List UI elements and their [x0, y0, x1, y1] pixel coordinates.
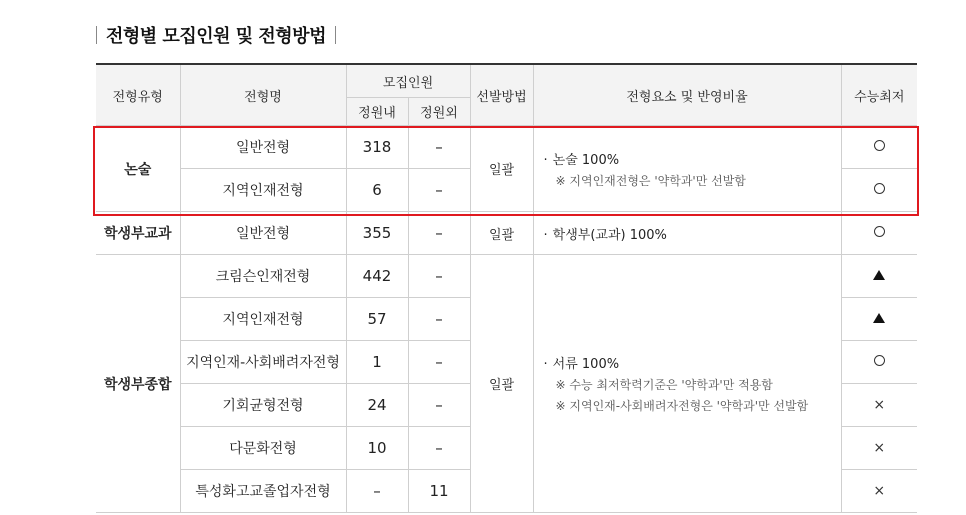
- title-right-bar: [335, 26, 336, 44]
- cell-quota-out: –: [408, 384, 470, 427]
- elements-main-text: 논술 100%: [552, 152, 620, 168]
- header-method: 선발방법: [470, 64, 533, 126]
- elements-main-text: 서류 100%: [552, 357, 620, 372]
- cell-quota-in: 442: [346, 255, 408, 298]
- cell-quota-in: 355: [346, 212, 408, 255]
- circle-icon: [874, 183, 885, 194]
- section-title-wrap: [96, 20, 336, 50]
- title-left-bar: [96, 26, 97, 44]
- cell-elements: [533, 255, 841, 513]
- elements-main-text: 학생부(교과) 100%: [552, 227, 667, 243]
- bullet-dot: ·: [543, 227, 548, 243]
- cell-csat: [841, 126, 917, 169]
- cell-name: 지역인재-사회배려자전형: [180, 341, 346, 384]
- admission-table: [96, 63, 917, 513]
- cell-name: 크림슨인재전형: [180, 255, 346, 298]
- cell-type: 학생부교과: [96, 212, 180, 255]
- header-name: 전형명: [180, 64, 346, 126]
- cell-quota-in: –: [346, 470, 408, 513]
- cell-method: 일괄: [470, 255, 533, 513]
- cell-type: 논술: [96, 126, 180, 212]
- cell-quota-in: 318: [346, 126, 408, 169]
- cell-quota-out: 11: [408, 470, 470, 513]
- cell-type: 학생부종합: [96, 255, 180, 513]
- cell-name: 일반전형: [180, 126, 346, 169]
- cell-quota-out: –: [408, 341, 470, 384]
- elements-note: ※ 지역인재-사회배려자전형은 '약학과'만 선발함: [555, 399, 809, 413]
- cell-method: 일괄: [470, 126, 533, 212]
- cell-csat: [841, 384, 917, 427]
- cell-name: 특성화고교졸업자전형: [180, 470, 346, 513]
- cell-csat: [841, 169, 917, 212]
- cell-name: 다문화전형: [180, 427, 346, 470]
- table-row: [96, 126, 917, 169]
- cell-elements: [533, 212, 841, 255]
- page-title: 전형별 모집인원 및 전형방법: [106, 26, 326, 47]
- cell-quota-in: 10: [346, 427, 408, 470]
- elements-note: ※ 지역인재전형은 '약학과'만 선발함: [555, 173, 746, 188]
- triangle-icon: [873, 270, 885, 280]
- table-row: [96, 255, 917, 298]
- cell-quota-out: –: [408, 169, 470, 212]
- cell-quota-in: 57: [346, 298, 408, 341]
- cell-name: 지역인재전형: [180, 298, 346, 341]
- cell-csat: [841, 427, 917, 470]
- cell-name: 일반전형: [180, 212, 346, 255]
- circle-icon: [874, 355, 885, 366]
- cell-quota-out: –: [408, 126, 470, 169]
- cell-quota-out: –: [408, 255, 470, 298]
- x-icon: ×: [873, 483, 886, 499]
- cell-csat: [841, 470, 917, 513]
- cell-quota-out: –: [408, 212, 470, 255]
- header-type: 전형유형: [96, 64, 180, 126]
- header-elements: 전형요소 및 반영비율: [533, 64, 841, 126]
- bullet-dot: ·: [543, 152, 548, 168]
- cell-quota-out: –: [408, 427, 470, 470]
- header-quota-out: 정원외: [408, 98, 470, 126]
- x-icon: ×: [873, 397, 886, 413]
- cell-csat: [841, 212, 917, 255]
- elements-main: [544, 224, 841, 243]
- header-csat: 수능최저: [841, 64, 917, 126]
- bullet-dot: ·: [543, 357, 548, 372]
- cell-csat: [841, 298, 917, 341]
- cell-quota-in: 1: [346, 341, 408, 384]
- cell-method: 일괄: [470, 212, 533, 255]
- cell-csat: [841, 341, 917, 384]
- cell-name: 기회균형전형: [180, 384, 346, 427]
- cell-quota-in: 24: [346, 384, 408, 427]
- header-quota: 모집인원: [346, 64, 470, 98]
- table-row: [96, 212, 917, 255]
- triangle-icon: [873, 313, 885, 323]
- circle-icon: [874, 140, 885, 151]
- cell-csat: [841, 255, 917, 298]
- header-quota-in: 정원내: [346, 98, 408, 126]
- circle-icon: [874, 226, 885, 237]
- elements-main: [544, 353, 841, 372]
- cell-elements: [533, 126, 841, 212]
- elements-note: ※ 수능 최저학력기준은 '약학과'만 적용함: [555, 378, 773, 392]
- table-body: [96, 126, 917, 513]
- cell-quota-out: –: [408, 298, 470, 341]
- cell-quota-in: 6: [346, 169, 408, 212]
- x-icon: ×: [873, 440, 886, 456]
- elements-main: [544, 149, 841, 168]
- cell-name: 지역인재전형: [180, 169, 346, 212]
